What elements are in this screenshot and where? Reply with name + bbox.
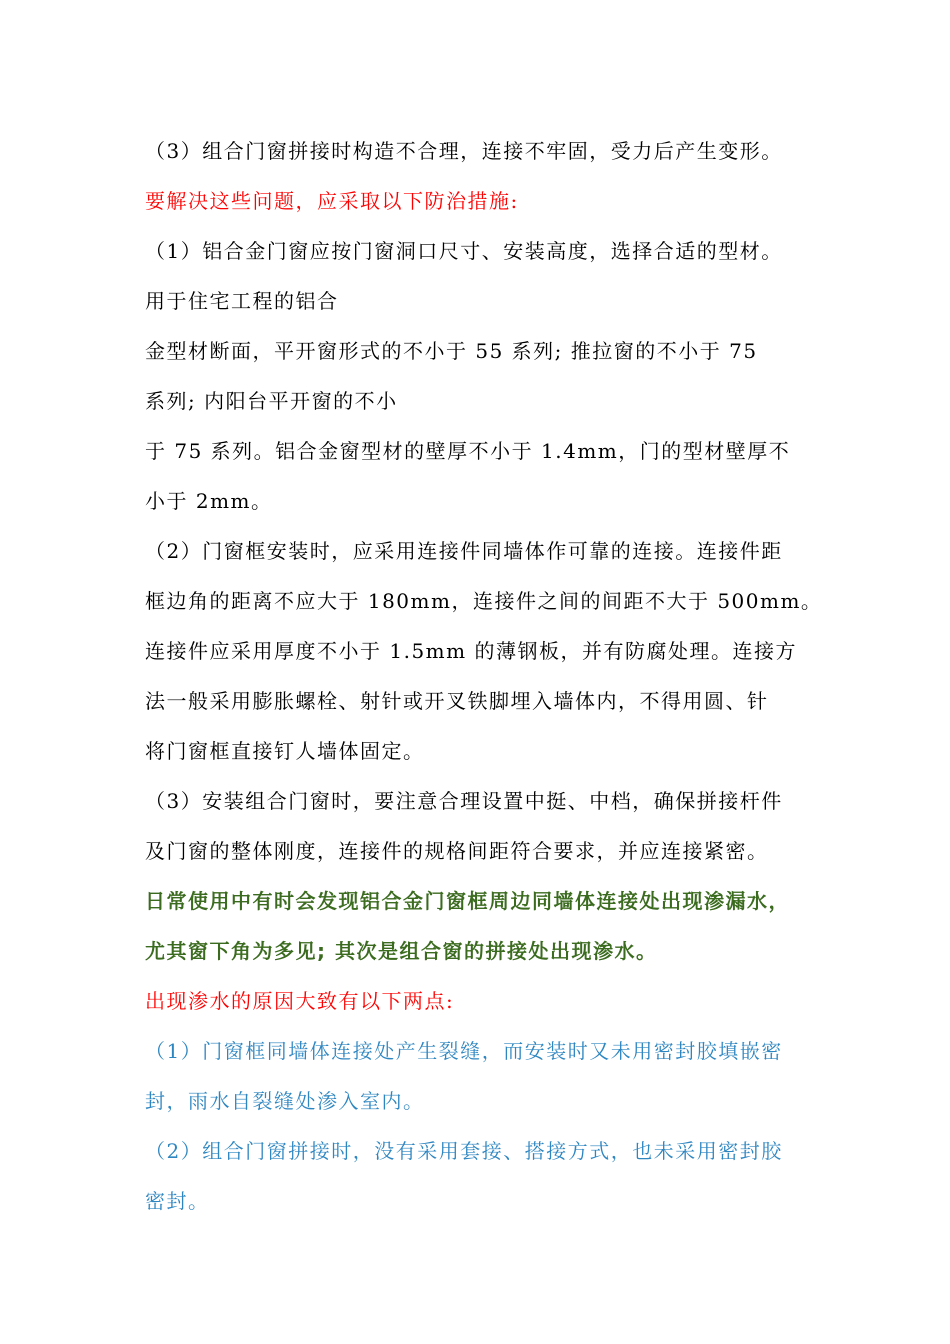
text-line: （3）组合门窗拼接时构造不合理，连接不牢固，受力后产生变形。 [145, 139, 783, 163]
text-line: 尤其窗下角为多见; 其次是组合窗的拼接处出现渗水。 [145, 939, 658, 963]
text-line: 小于 2mm。 [145, 489, 273, 513]
text-line: 用于住宅工程的铝合 [145, 289, 339, 313]
text-line: （3）安装组合门窗时，要注意合理设置中挺、中档，确保拼接杆件 [145, 789, 783, 813]
text-line: （1）铝合金门窗应按门窗洞口尺寸、安装高度，选择合适的型材。 [145, 239, 783, 263]
text-line: 连接件应采用厚度不小于 1.5mm 的薄钢板，并有防腐处理。连接方 [145, 639, 797, 663]
text-line: 系列; 内阳台平开窗的不小 [145, 389, 398, 413]
text-line: 日常使用中有时会发现铝合金门窗框周边同墙体连接处出现渗漏水， [145, 889, 790, 913]
text-line: （2）组合门窗拼接时，没有采用套接、搭接方式，也未采用密封胶 [145, 1139, 783, 1163]
text-line: 框边角的距离不应大于 180mm，连接件之间的间距不大于 500mm。 [145, 589, 823, 613]
text-line: 金型材断面，平开窗形式的不小于 55 系列; 推拉窗的不小于 75 [145, 339, 758, 363]
text-line: 出现渗水的原因大致有以下两点: [145, 989, 455, 1013]
text-line: （2）门窗框安装时，应采用连接件同墙体作可靠的连接。连接件距 [145, 539, 783, 563]
text-line: 及门窗的整体刚度，连接件的规格间距符合要求，并应连接紧密。 [145, 839, 769, 863]
text-line: 将门窗框直接钉人墙体固定。 [145, 739, 425, 763]
text-line: 要解决这些问题，应采取以下防治措施: [145, 189, 519, 213]
text-line: 封，雨水自裂缝处渗入室内。 [145, 1089, 425, 1113]
document-page [145, 126, 825, 1226]
text-line: 法一般采用膨胀螺栓、射针或开叉铁脚埋入墙体内，不得用圆、针 [145, 689, 769, 713]
text-line: （1）门窗框同墙体连接处产生裂缝，而安装时又未用密封胶填嵌密 [145, 1039, 783, 1063]
text-line: 于 75 系列。铝合金窗型材的壁厚不小于 1.4mm，门的型材壁厚不 [145, 439, 791, 463]
text-line: 密封。 [145, 1189, 210, 1213]
